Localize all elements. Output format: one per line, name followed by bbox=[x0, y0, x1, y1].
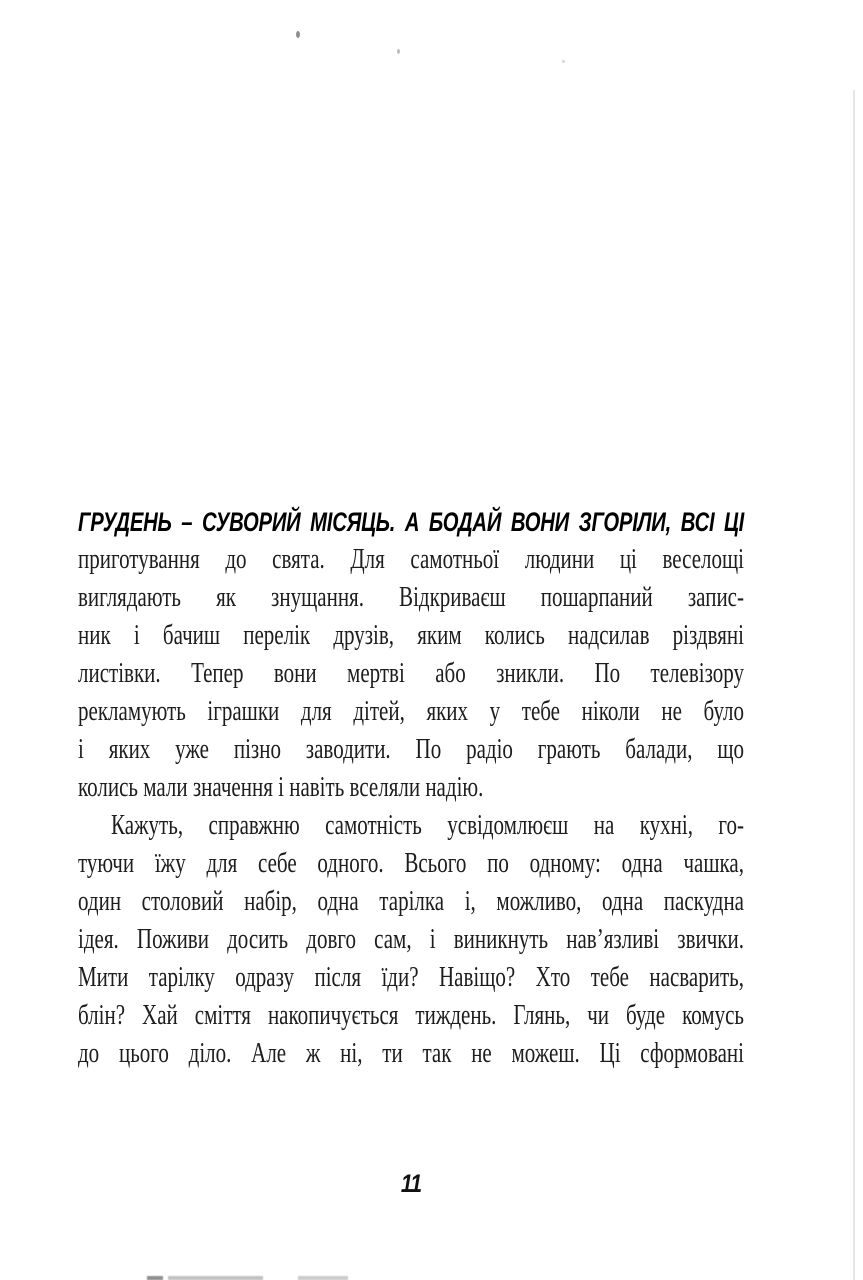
text-line: один столовий набір, одна тарілка і, можливо, одна паскудна bbox=[78, 886, 744, 917]
scan-speck bbox=[397, 49, 400, 54]
chapter-opening-line: ГРУДЕНЬ – СУВОРИЙ МІСЯЦЬ. А БОДАЙ ВОНИ ЗГОРІЛИ, ВСІ ЦІ bbox=[78, 507, 744, 537]
text-line: і яких уже пізно заводити. По радіо грають балади, що bbox=[78, 734, 744, 765]
next-page-text-fragment bbox=[147, 1276, 163, 1280]
text-line: ник і бачиш перелік друзів, яким колись надсилав різдвяні bbox=[78, 620, 744, 651]
scan-speck bbox=[296, 31, 300, 38]
text-line: колись мали значення і навіть вселяли надію. bbox=[78, 772, 484, 803]
text-line: виглядають як знущання. Відкриваєш пошарпаний запис- bbox=[78, 582, 744, 613]
page-number: 11 bbox=[400, 1170, 422, 1198]
text-block bbox=[78, 503, 744, 1073]
text-line: туючи їжу для себе одного. Всього по одному: одна чашка, bbox=[78, 848, 744, 879]
next-page-text-fragment bbox=[298, 1276, 348, 1280]
text-line: Кажуть, справжню самотність усвідомлюєш на кухні, го- bbox=[111, 810, 744, 841]
next-page-text-fragment bbox=[168, 1276, 263, 1280]
text-line: Мити тарілку одразу після їди? Навіщо? Хто тебе насварить, bbox=[78, 962, 744, 993]
text-line: рекламують іграшки для дітей, яких у тебе ніколи не було bbox=[78, 696, 744, 727]
text-line: до цього діло. Але ж ні, ти так не можеш. Ці сформовані bbox=[78, 1038, 744, 1069]
text-line: блін? Хай сміття накопичується тиждень. Глянь, чи буде комусь bbox=[78, 1000, 744, 1031]
text-line: ідея. Поживи досить довго сам, і виникнуть нав’язливі звички. bbox=[78, 924, 744, 955]
text-line: листівки. Тепер вони мертві або зникли. По телевізору bbox=[78, 658, 744, 689]
scan-edge-line bbox=[853, 90, 855, 1280]
text-line: приготування до свята. Для самотньої людини ці веселощі bbox=[78, 544, 744, 575]
scan-speck bbox=[562, 60, 565, 63]
